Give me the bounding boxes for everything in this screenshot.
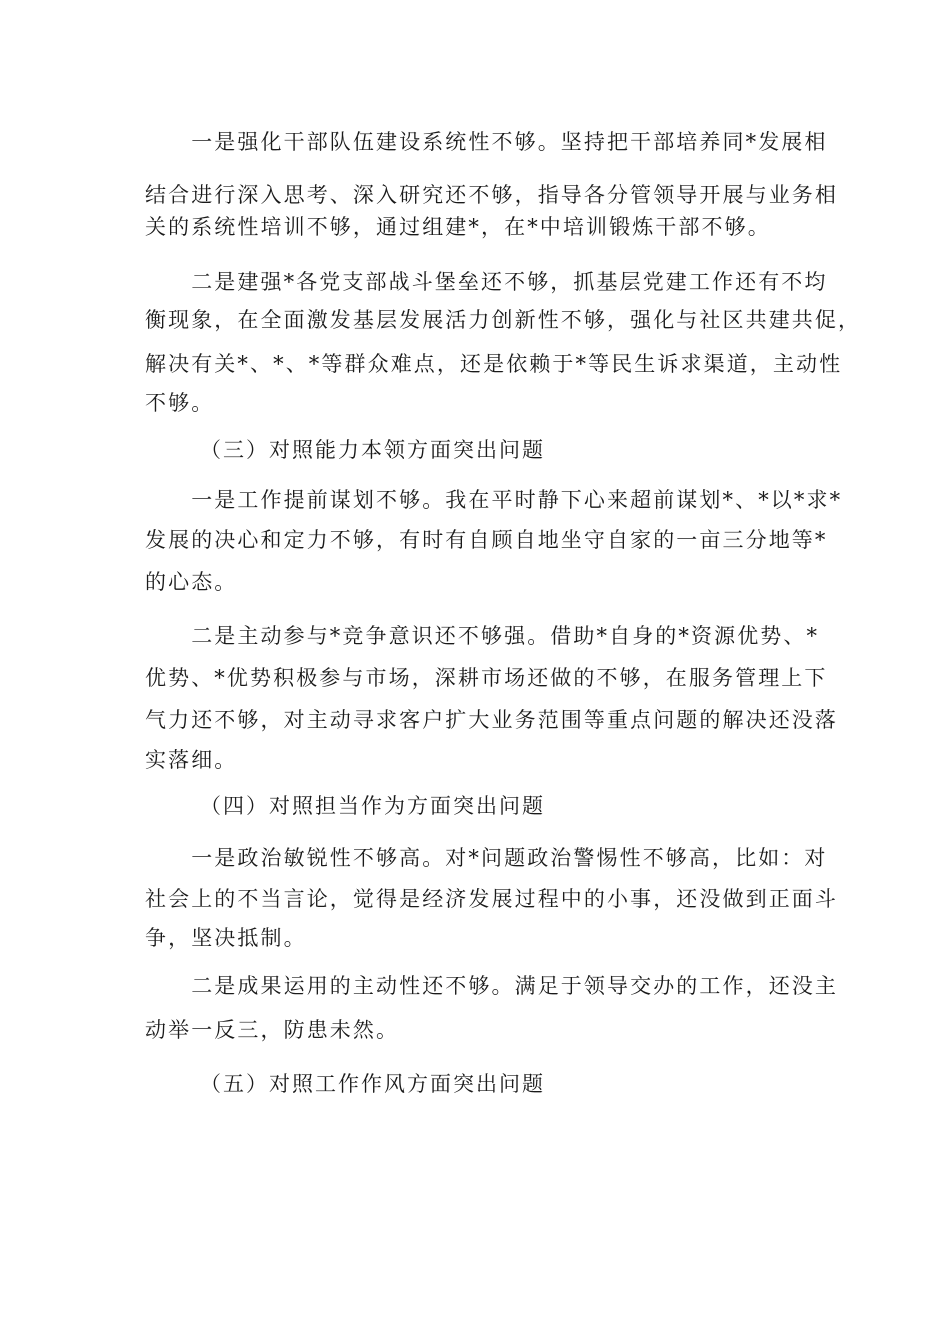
text-line: 气力还不够，对主动寻求客户扩大业务范围等重点问题的解决还没落 xyxy=(145,708,838,732)
text-line: 的心态。 xyxy=(145,570,238,594)
text-line: 一是强化干部队伍建设系统性不够。坚持把干部培养同*发展相 xyxy=(145,130,828,154)
text-line: 二是成果运用的主动性还不够。满足于领导交办的工作，还没主 xyxy=(145,974,838,998)
text-line: 争，坚决抵制。 xyxy=(145,926,307,950)
text-line: 一是政治敏锐性不够高。对*问题政治警惕性不够高，比如：对 xyxy=(145,846,828,870)
text-line: 动举一反三，防患未然。 xyxy=(145,1018,400,1042)
text-line: 二是建强*各党支部战斗堡垒还不够，抓基层党建工作还有不均 xyxy=(145,270,828,294)
text-line: 解决有关*、*、*等群众难点，还是依赖于*等民生诉求渠道，主动性 xyxy=(145,352,843,376)
text-line: 结合进行深入思考、深入研究还不够，指导各分管领导开展与业务相 xyxy=(145,183,838,207)
section-heading-responsibility: （四）对照担当作为方面突出问题 xyxy=(200,794,545,818)
text-line: 实落细。 xyxy=(145,748,238,772)
text-line: 发展的决心和定力不够，有时有自顾自地坐守自家的一亩三分地等* xyxy=(145,528,828,552)
section-heading-ability: （三）对照能力本领方面突出问题 xyxy=(200,438,545,462)
text-line: 社会上的不当言论，觉得是经济发展过程中的小事，还没做到正面斗 xyxy=(145,887,838,911)
text-line: 不够。 xyxy=(145,391,215,415)
text-line: 衡现象，在全面激发基层发展活力创新性不够，强化与社区共建共促， xyxy=(145,308,862,332)
text-line: 优势、*优势积极参与市场，深耕市场还做的不够，在服务管理上下 xyxy=(145,666,828,690)
text-line: 一是工作提前谋划不够。我在平时静下心来超前谋划*、*以*求* xyxy=(145,488,843,512)
text-line: 二是主动参与*竞争意识还不够强。借助*自身的*资源优势、* xyxy=(145,624,820,648)
section-heading-work-style: （五）对照工作作风方面突出问题 xyxy=(200,1072,545,1096)
text-line: 关的系统性培训不够，通过组建*，在*中培训锻炼干部不够。 xyxy=(145,215,771,239)
